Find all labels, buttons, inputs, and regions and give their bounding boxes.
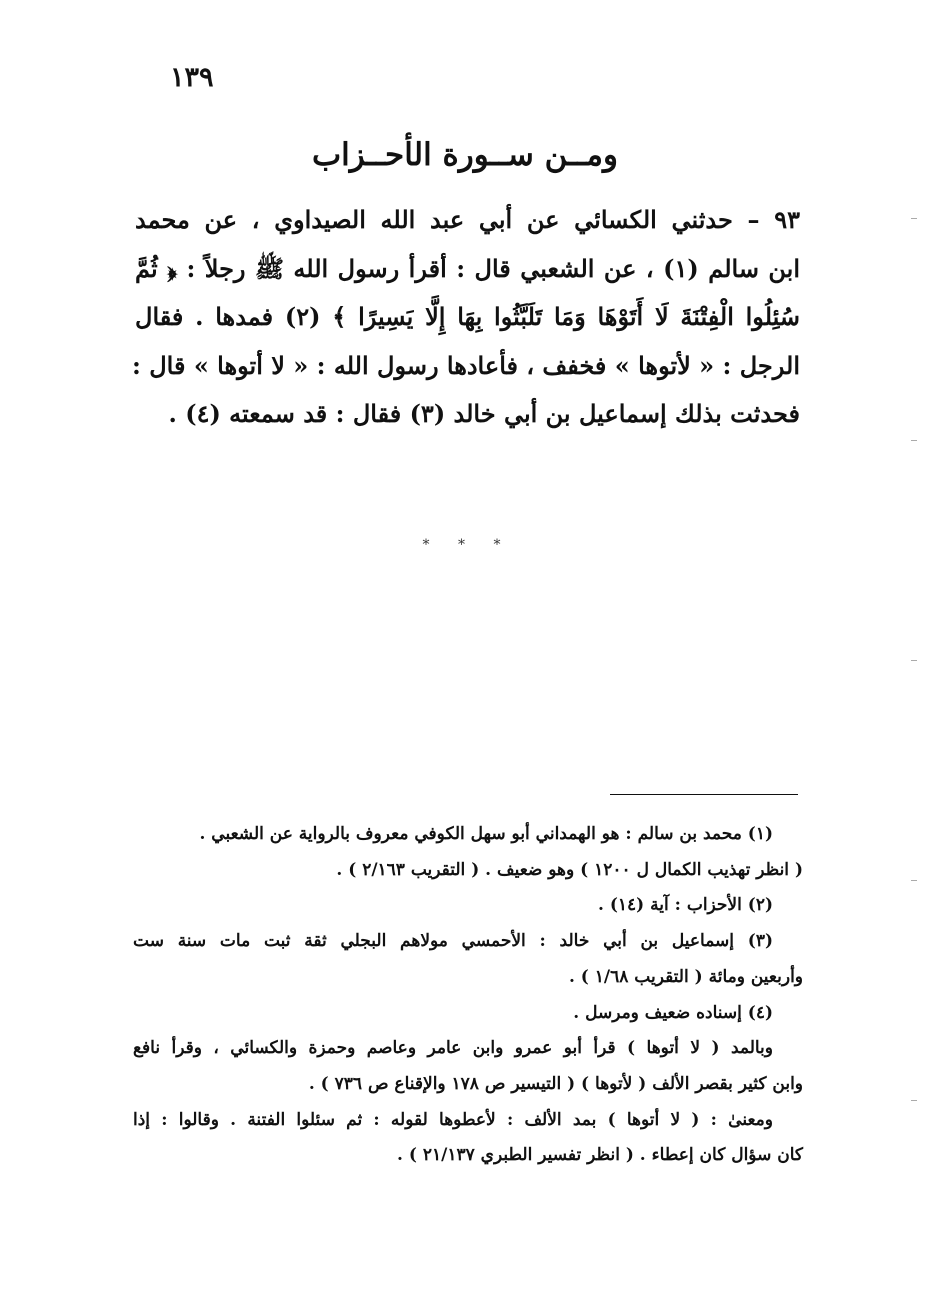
footnote-line: وبالمد ( لا أتوها ) قرأ أبو عمرو وابن عامر وعاصم وحمزة والكسائي ، وقرأ نافع xyxy=(133,1038,773,1059)
surah-title: ومــن ســورة الأحــزاب xyxy=(311,137,619,173)
footnote-line: (١) محمد بن سالم : هو الهمداني أبو سهل الكوفي معروف بالرواية عن الشعبي . xyxy=(199,824,773,844)
margin-mark xyxy=(911,1100,917,1101)
margin-mark xyxy=(911,440,917,441)
footnote-line: ومعنىٰ : ( لا أتوها ) بمد الألف : لأعطوها لقوله : ثم سئلوا الفتنة . وقالوا : إذا xyxy=(133,1109,773,1130)
main-text xyxy=(132,196,801,439)
main-text-line: فحدثت بذلك إسماعيل بن أبي خالد (٣) فقال : قد سمعته (٤) . xyxy=(168,399,800,428)
margin-mark xyxy=(911,218,917,219)
main-text-line: ابن سالم (١) ، عن الشعبي قال : أقرأ رسول الله ﷺ رجلاً : ﴿ ثُمَّ xyxy=(135,253,801,283)
footnotes xyxy=(133,817,803,1174)
page-number: ١٣٩ xyxy=(170,62,214,93)
main-text-line: الرجل : « لأتوها » فخفف ، فأعادها رسول الله : « لا أتوها » قال : xyxy=(132,350,800,380)
footnote-line: (٢) الأحزاب : آية (١٤) . xyxy=(598,895,773,916)
section-separator: * * * xyxy=(422,537,513,553)
main-text-line: سُئِلُوا الْفِتْنَةَ لَا أَتَوْهَا وَمَا تَلَبَّثُوا بِهَا إِلَّا يَسِيرًا ﴾ (٢) فمدها . فقال xyxy=(135,302,801,331)
footnote-line: كان سؤال كان إعطاء . ( انظر تفسير الطبري ٢١/١٣٧ ) . xyxy=(397,1145,803,1166)
footnote-divider xyxy=(610,794,798,795)
main-text-line: ٩٣ – حدثني الكسائي عن أبي عبد الله الصيداوي ، عن محمد xyxy=(135,205,800,234)
footnote-line: ( انظر تهذيب الكمال ل ١٢٠٠ ) وهو ضعيف . ( التقريب ٢/١٦٣ ) . xyxy=(336,859,803,880)
footnote-line: وابن كثير بقصر الألف ( لأتوها ) ( التيسير ص ١٧٨ والإقناع ص ٧٣٦ ) . xyxy=(308,1073,803,1094)
footnote-line: (٤) إسناده ضعيف ومرسل . xyxy=(573,1002,773,1023)
margin-mark xyxy=(911,880,917,881)
margin-mark xyxy=(911,660,917,661)
footnote-line: وأربعين ومائة ( التقريب ١/٦٨ ) . xyxy=(568,966,803,987)
footnote-line: (٣) إسماعيل بن أبي خالد : الأحمسي مولاهم البجلي ثقة ثبت مات سنة ست xyxy=(133,931,773,952)
